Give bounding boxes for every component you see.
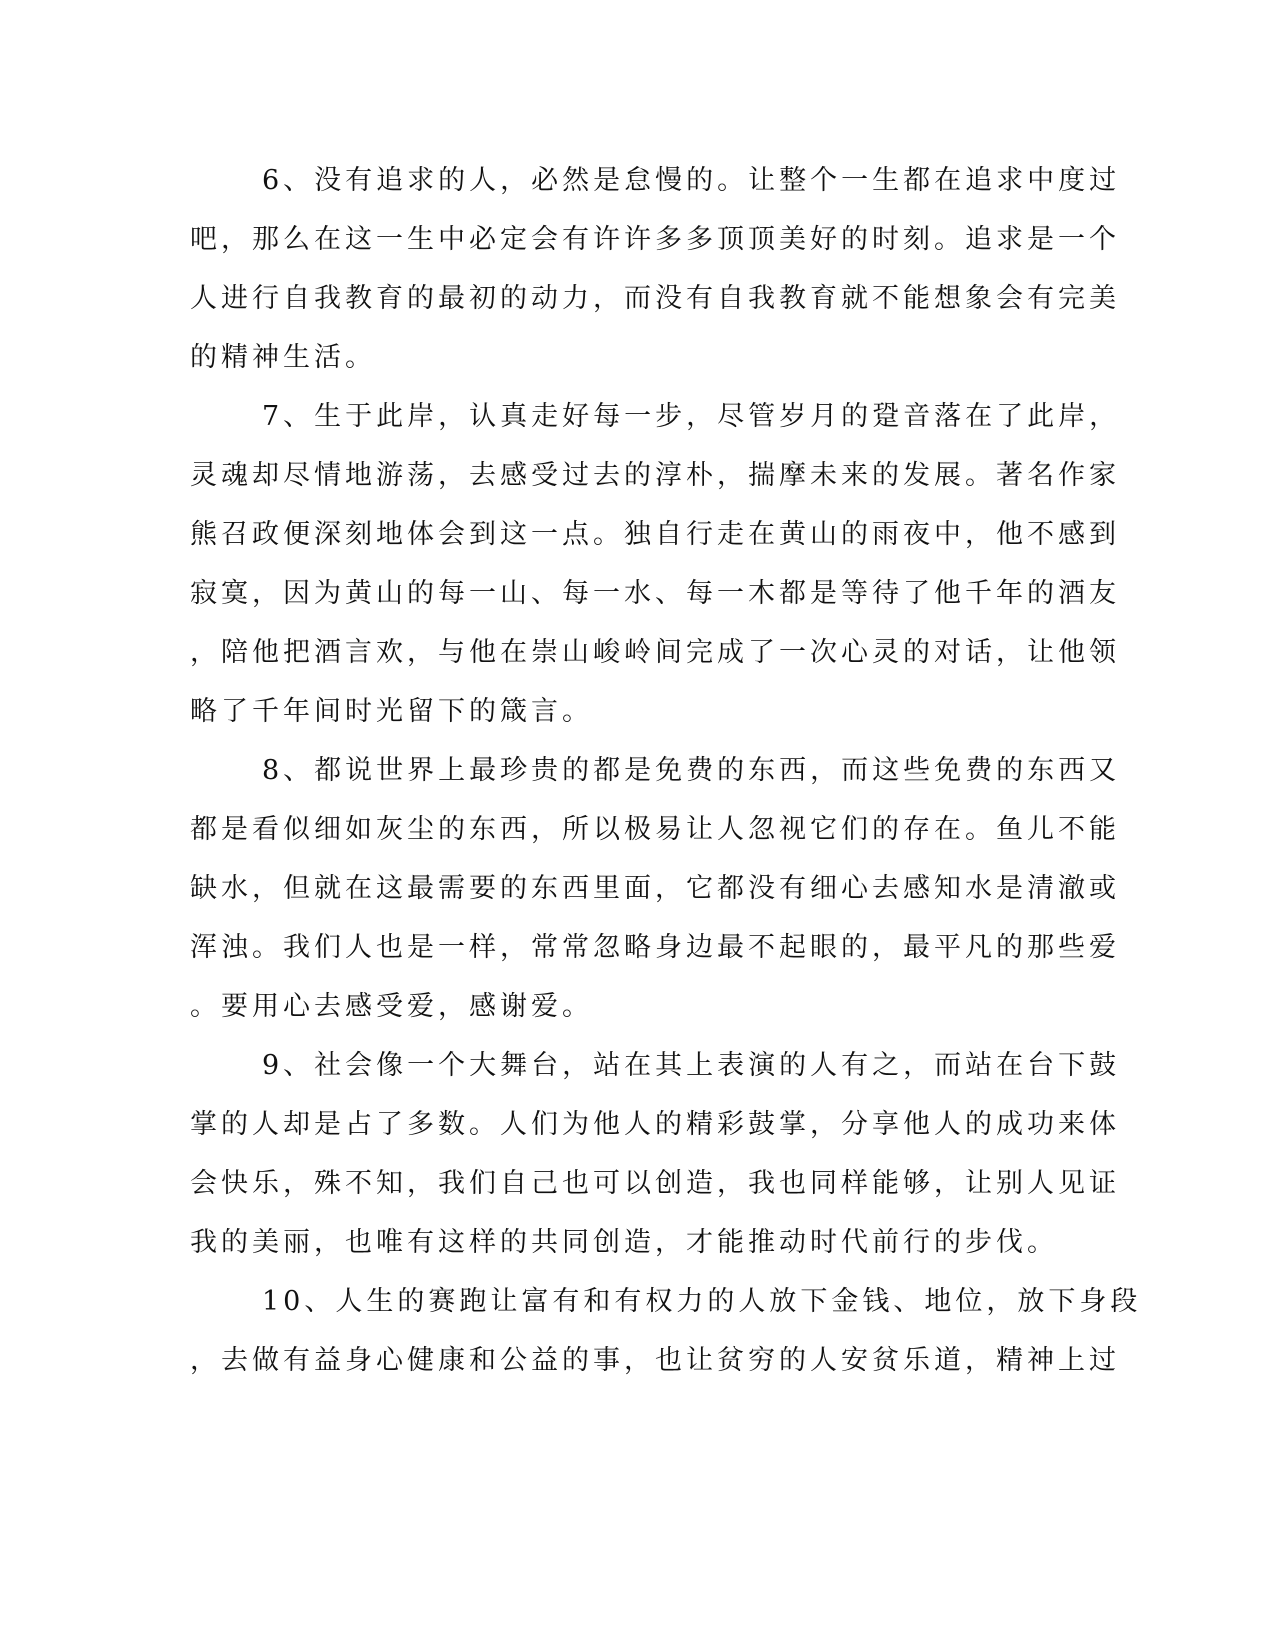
paragraph-9-line-3: 会快乐，殊不知，我们自己也可以创造，我也同样能够，让别人见证	[190, 1168, 1120, 1199]
paragraph-10-line-2: ，去做有益身心健康和公益的事，也让贫穷的人安贫乐道，精神上过	[190, 1345, 1120, 1376]
paragraph-8-line-2: 都是看似细如灰尘的东西，所以极易让人忽视它们的存在。鱼儿不能	[190, 814, 1120, 845]
paragraph-7-line-3: 熊召政便深刻地体会到这一点。独自行走在黄山的雨夜中，他不感到	[190, 519, 1120, 550]
paragraph-8-line-3: 缺水，但就在这最需要的东西里面，它都没有细心去感知水是清澈或	[190, 873, 1120, 904]
paragraph-6-line-4: 的精神生活。	[190, 342, 376, 373]
paragraph-7-line-6: 略了千年间时光留下的箴言。	[190, 696, 593, 727]
paragraph-7-line-1: 7、生于此岸，认真走好每一步，尽管岁月的跫音落在了此岸，	[262, 401, 1121, 432]
paragraph-7-line-2: 灵魂却尽情地游荡，去感受过去的淳朴，揣摩未来的发展。著名作家	[190, 460, 1120, 491]
paragraph-7-line-5: ，陪他把酒言欢，与他在崇山峻岭间完成了一次心灵的对话，让他领	[190, 637, 1120, 668]
paragraph-10-line-1: 10、人生的赛跑让富有和有权力的人放下金钱、地位，放下身段	[262, 1286, 1142, 1317]
paragraph-9-line-2: 掌的人却是占了多数。人们为他人的精彩鼓掌，分享他人的成功来体	[190, 1109, 1120, 1140]
paragraph-6-line-1: 6、没有追求的人，必然是怠慢的。让整个一生都在追求中度过	[262, 165, 1121, 196]
paragraph-8-line-5: 。要用心去感受爱，感谢爱。	[190, 991, 593, 1022]
paragraph-9-line-4: 我的美丽，也唯有这样的共同创造，才能推动时代前行的步伐。	[190, 1227, 1058, 1258]
paragraph-7-line-4: 寂寞，因为黄山的每一山、每一水、每一木都是等待了他千年的酒友	[190, 578, 1120, 609]
paragraph-6-line-2: 吧，那么在这一生中必定会有许许多多顶顶美好的时刻。追求是一个	[190, 224, 1120, 255]
paragraph-9-line-1: 9、社会像一个大舞台，站在其上表演的人有之，而站在台下鼓	[262, 1050, 1121, 1081]
paragraph-6-line-3: 人进行自我教育的最初的动力，而没有自我教育就不能想象会有完美	[190, 283, 1120, 314]
paragraph-8-line-4: 浑浊。我们人也是一样，常常忽略身边最不起眼的，最平凡的那些爱	[190, 932, 1120, 963]
paragraph-8-line-1: 8、都说世界上最珍贵的都是免费的东西，而这些免费的东西又	[262, 755, 1121, 786]
